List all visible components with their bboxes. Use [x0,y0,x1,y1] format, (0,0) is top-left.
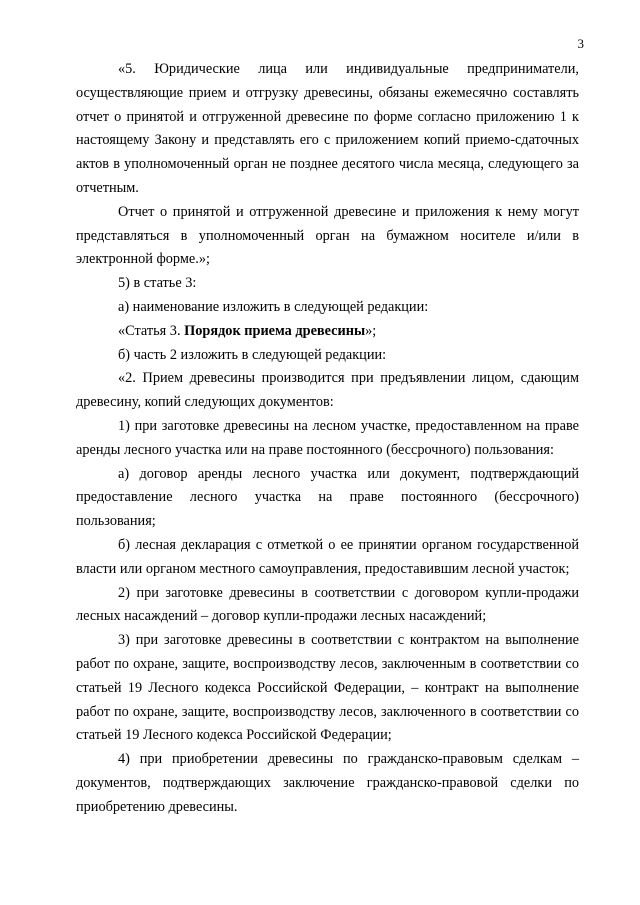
paragraph-item-1: 1) при заготовке древесины на лесном участке, предоставленном на праве аренды лесного участка или на праве постоянного (бессрочного) пользования: [76,417,579,458]
paragraph-title-amendment: а) наименование изложить в следующей редакции: [118,298,429,315]
paragraph-item-4: 4) при приобретении древесины по гражданско-правовым сделкам – документов, подтверждающих заключение гражданско-правовой сделки по приобретению древесины. [76,751,579,815]
paragraph-item-2: 2) при заготовке древесины в соответствии с договором купли-продажи лесных насаждений – договор купли-продажи лесных насаждений; [76,584,579,625]
paragraph-article-3-intro: 5) в статье 3: [118,275,197,292]
paragraph-article-heading [76,320,579,344]
article-heading-title: Порядок приема древесины [184,322,366,339]
paragraph-part-2-amendment: б) часть 2 изложить в следующей редакции: [118,346,387,363]
document-body [76,58,579,820]
paragraph-report-format: Отчет о принятой и отгруженной древесине и приложения к нему могут представляться в уполномоченный орган на бумажном носителе и/или в электронной форме.»; [76,203,579,268]
page-number: 3 [577,36,584,51]
paragraph-item-1b: б) лесная декларация с отметкой о ее принятии органом государственной власти или органом местного самоуправления, предоставившим лесной участок; [76,536,579,577]
paragraph-item-3: 3) при заготовке древесины в соответствии с контрактом на выполнение работ по охране, защите, воспроизводству лесов, заключенным в соответствии со статьей 19 Лесного кодекса Российской Федерации, – контракт на выполнение работ по охране, защите, воспроизводству лесов, заключенного в соответствии со статьей 19 Лесного кодекса Российской Федерации; [76,632,579,744]
paragraph-acceptance-rule: «2. Прием древесины производится при предъявлении лицом, сдающим древесину, копий следующих документов: [76,370,579,411]
paragraph-item-5: «5. Юридические лица или индивидуальные предприниматели, осуществляющие прием и отгрузку древесины, обязаны ежемесячно составлять отчет о принятой и отгруженной древесине по форме согласно приложению 1 к настоящему Закону и представлять его с приложением копий приемо-сдаточных актов в уполномоченный орган не позднее десятого числа месяца, следующего за отчетным. [76,61,579,196]
article-heading-prefix: «Статья 3. [118,322,185,339]
article-heading-suffix: »; [365,322,377,339]
paragraph-item-1a: а) договор аренды лесного участка или документ, подтверждающий предоставление лесного участка на праве постоянного (бессрочного) пользования; [76,465,579,530]
